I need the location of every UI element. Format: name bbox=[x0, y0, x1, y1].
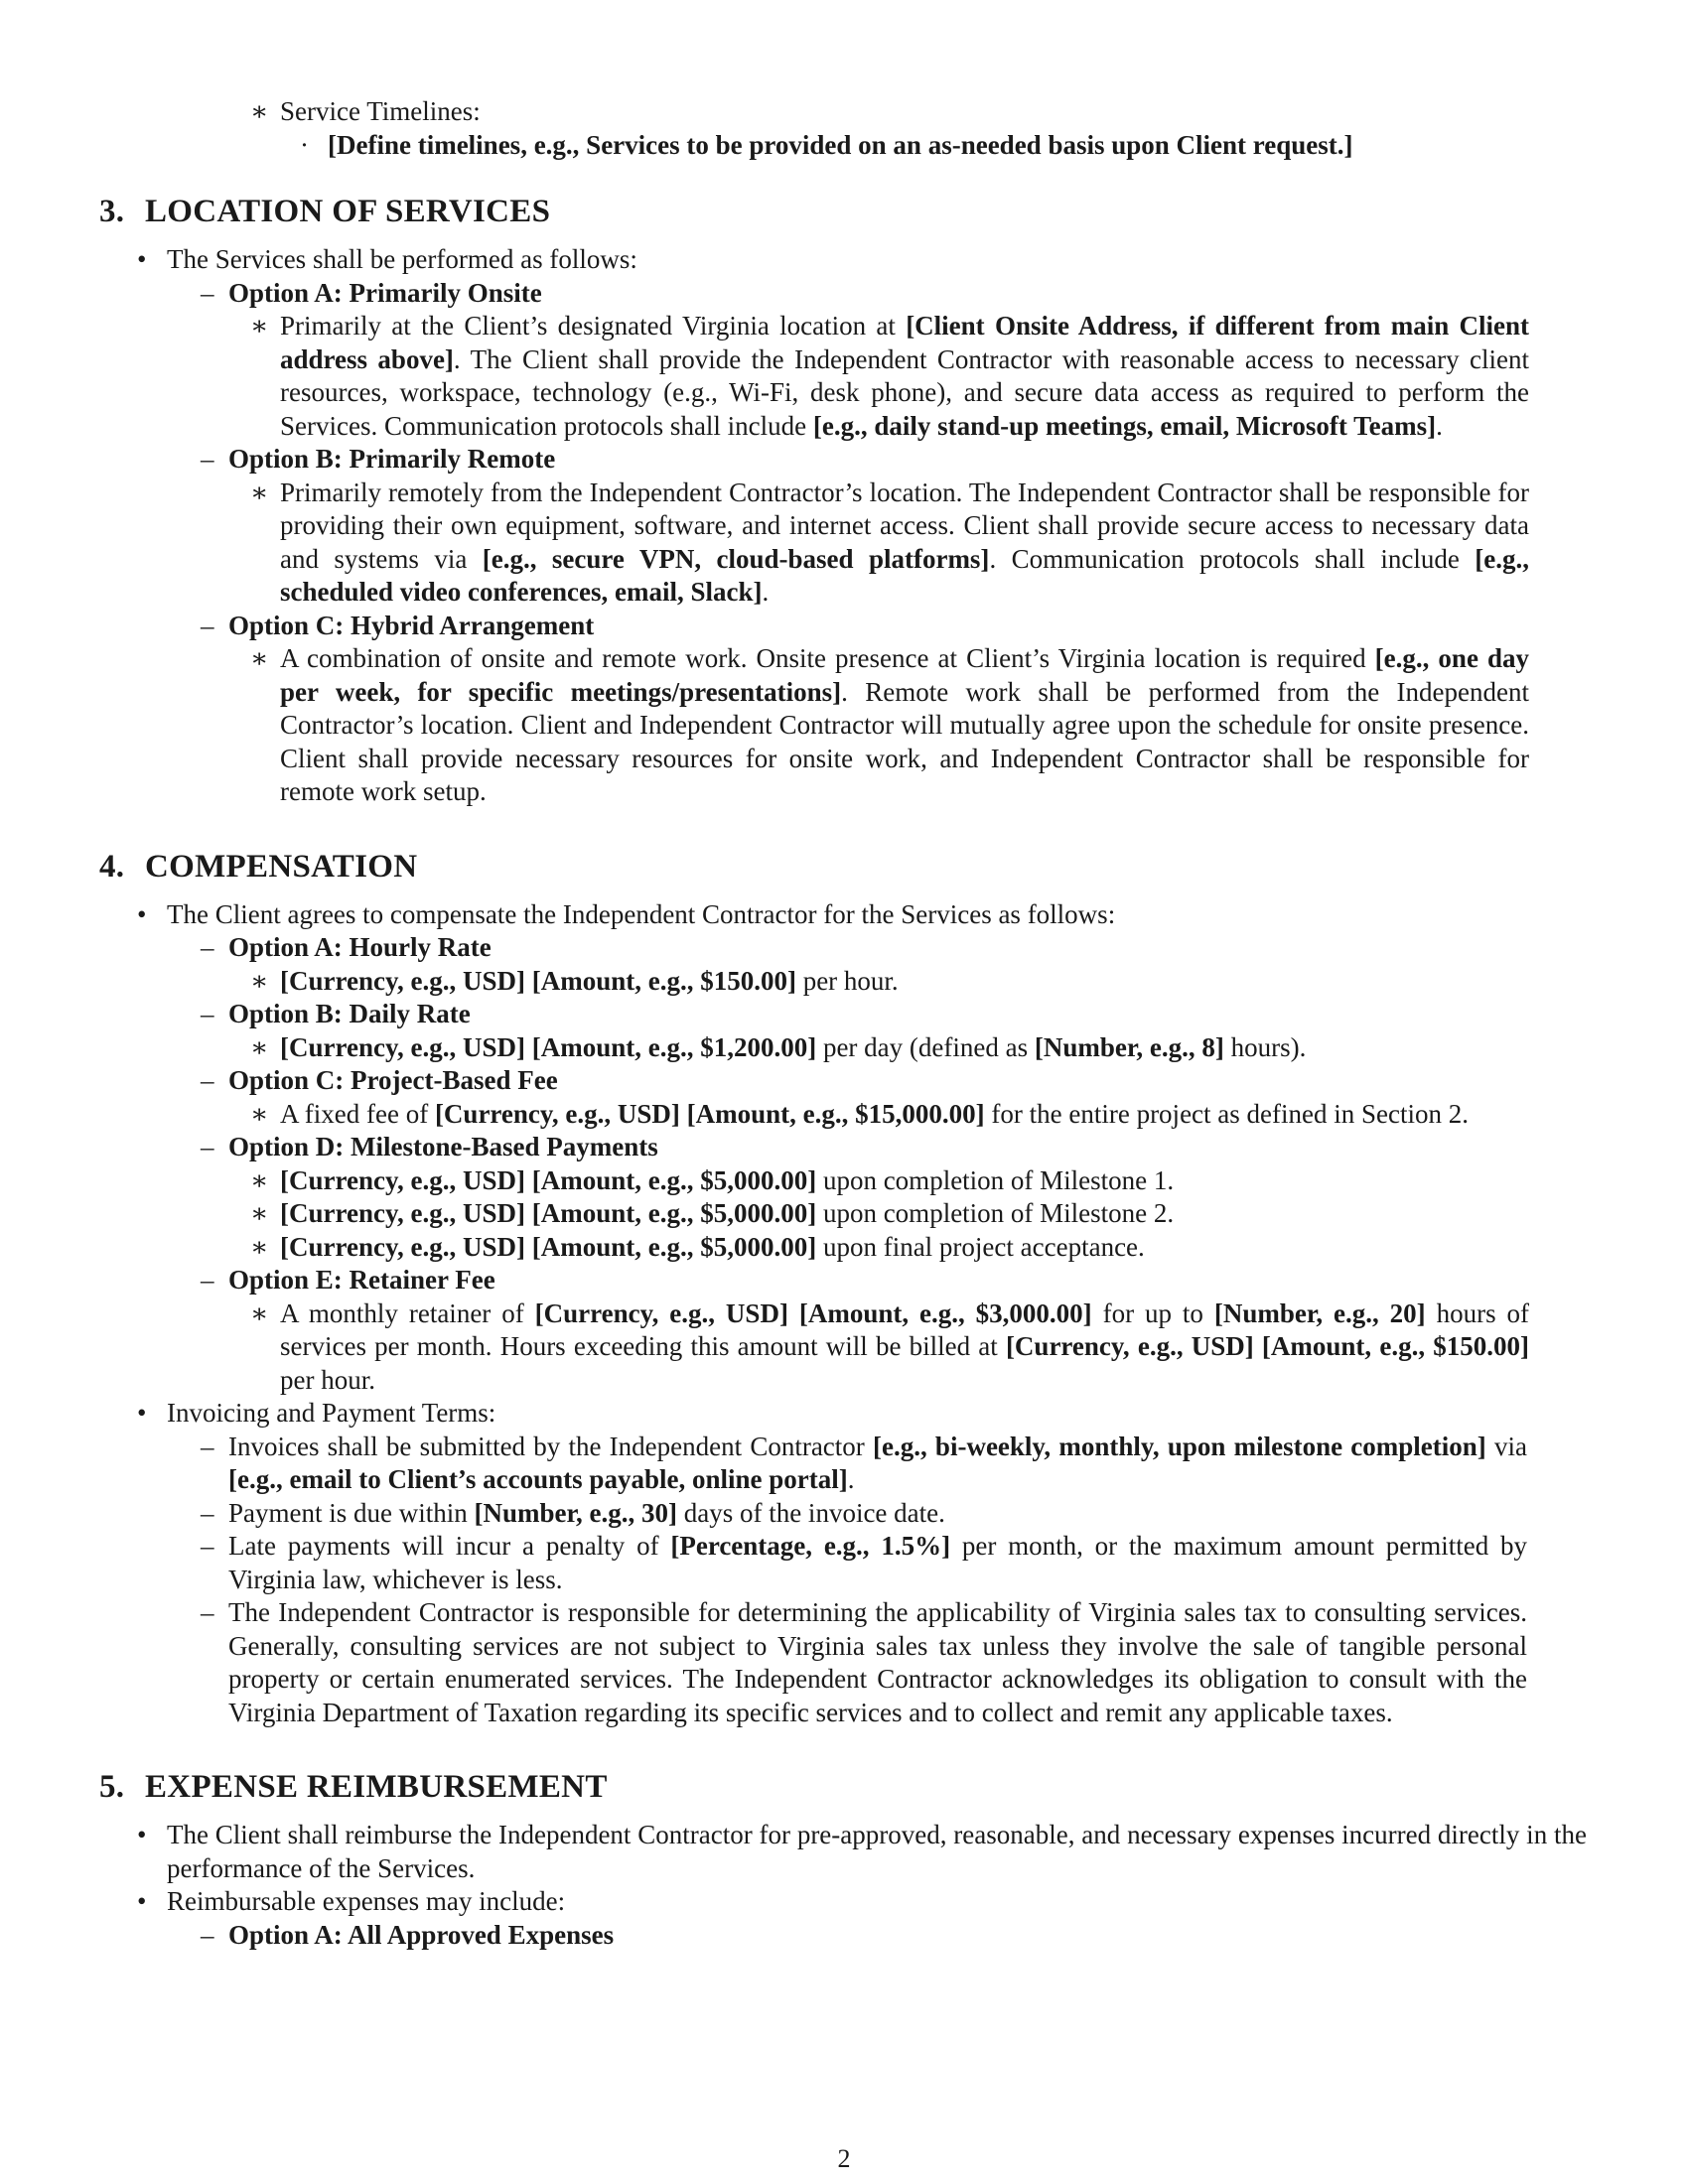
text: . Communication protocols shall include bbox=[989, 543, 1476, 574]
section-title: LOCATION OF SERVICES bbox=[145, 194, 551, 229]
text: Late payments will incur a penalty of bbox=[228, 1531, 671, 1561]
bullet-marker: • bbox=[137, 898, 147, 929]
placeholder: [e.g., email to Client’s accounts payable, online portal] bbox=[228, 1464, 848, 1494]
dash-marker: – bbox=[201, 610, 214, 640]
list-item bbox=[99, 642, 1529, 809]
text: for up to bbox=[1091, 1297, 1214, 1328]
list-item bbox=[99, 931, 1589, 965]
text: . The Client shall provide the Independent Contractor with reasonable access to necessary client resources, workspace, technology (e.g., Wi-Fi, desk phone), and secure data access as required to perform the Services. Communication protocols shall include bbox=[280, 343, 1529, 441]
timelines-label: Service Timelines: bbox=[280, 96, 481, 126]
text: A monthly retainer of bbox=[280, 1297, 535, 1328]
text: upon completion of Milestone 1. bbox=[816, 1164, 1175, 1195]
placeholder: [Amount, e.g., $15,000.00] bbox=[686, 1098, 985, 1129]
list-item bbox=[99, 1164, 1589, 1198]
list-item bbox=[99, 1819, 1587, 1885]
option-title: Option D: Milestone-Based Payments bbox=[228, 1132, 658, 1161]
option-title: Option A: All Approved Expenses bbox=[228, 1919, 615, 1950]
text: via bbox=[1485, 1431, 1527, 1461]
paragraph: The Client agrees to compensate the Independent Contractor for the Services as follows: bbox=[167, 898, 1116, 929]
list-item bbox=[99, 1431, 1527, 1497]
star-marker: ∗ bbox=[250, 96, 269, 126]
dash-marker: – bbox=[201, 1497, 214, 1528]
list-item bbox=[99, 1064, 1589, 1098]
star-marker: ∗ bbox=[250, 1297, 269, 1328]
placeholder: [Amount, e.g., $1,200.00] bbox=[531, 1031, 817, 1062]
dash-marker: – bbox=[201, 1132, 214, 1161]
text: Primarily remotely from the Independent Contractor’s location. The Independent Contractor shall be responsible for providing their own equipment, software, and internet access. Client shall provide secure access to necessary data and systems via bbox=[280, 477, 1529, 574]
list-item bbox=[99, 1596, 1527, 1729]
placeholder: [Amount, e.g., $150.00] bbox=[531, 965, 796, 996]
text: The Independent Contractor is responsible for determining the applicability of Virginia sales tax to consulting services. Generally, consulting services are not subject to Virginia sales tax unless they involve the sale of tangible personal property or certain enumerated services. The Independent Contractor acknowledges its obligation to consult with the Virginia Department of Taxation regarding its specific services and to collect and remit any applicable taxes. bbox=[228, 1597, 1527, 1727]
placeholder: [Amount, e.g., $3,000.00] bbox=[798, 1297, 1092, 1328]
section-number: 3. bbox=[99, 194, 125, 229]
bullet-marker: • bbox=[137, 1398, 147, 1428]
text: per hour. bbox=[280, 1364, 375, 1395]
placeholder: [Currency, e.g., USD] bbox=[280, 1198, 525, 1228]
list-item bbox=[99, 1131, 1589, 1164]
dash-marker: – bbox=[201, 1265, 214, 1295]
star-marker: ∗ bbox=[250, 477, 269, 507]
placeholder: [Currency, e.g., USD] bbox=[280, 1164, 525, 1195]
placeholder: [e.g., bi-weekly, monthly, upon milestone completion] bbox=[873, 1431, 1486, 1461]
text: A fixed fee of bbox=[280, 1098, 435, 1129]
list-item bbox=[99, 1264, 1589, 1297]
option-title: Option C: Project-Based Fee bbox=[228, 1065, 558, 1095]
list-item bbox=[99, 998, 1589, 1031]
star-marker: ∗ bbox=[250, 1198, 269, 1228]
list-item bbox=[99, 1197, 1589, 1231]
text: per hour. bbox=[795, 965, 899, 996]
text: per month, or the maximum amount permitted by Virginia law, whichever is less. bbox=[228, 1531, 1527, 1594]
list-item bbox=[99, 277, 1589, 311]
placeholder: [e.g., one day per week, for specific meetings/presentations] bbox=[280, 643, 1529, 707]
placeholder: [Client Onsite Address, if different from main Client address above] bbox=[280, 311, 1530, 374]
list-item bbox=[99, 1231, 1589, 1265]
text: . bbox=[762, 577, 770, 607]
dash-marker: – bbox=[201, 1919, 214, 1950]
list-item bbox=[99, 443, 1589, 477]
option-title: Option A: Primarily Onsite bbox=[228, 277, 542, 308]
star-marker: ∗ bbox=[250, 1164, 269, 1195]
dash-marker: – bbox=[201, 444, 214, 474]
list-item bbox=[99, 129, 1589, 163]
section-heading-4 bbox=[99, 847, 1589, 887]
placeholder: [Amount, e.g., $5,000.00] bbox=[531, 1231, 817, 1262]
list-item bbox=[99, 1885, 1589, 1919]
bullet-marker: • bbox=[137, 1820, 147, 1849]
placeholder: [e.g., secure VPN, cloud-based platforms] bbox=[482, 543, 990, 574]
section-number: 4. bbox=[99, 848, 125, 885]
placeholder: [Amount, e.g., $5,000.00] bbox=[531, 1198, 817, 1228]
placeholder: [Percentage, e.g., 1.5%] bbox=[670, 1531, 951, 1561]
list-item bbox=[99, 1297, 1529, 1398]
section-title: EXPENSE REIMBURSEMENT bbox=[145, 1769, 608, 1805]
star-marker: ∗ bbox=[250, 1231, 269, 1262]
text: hours). bbox=[1223, 1031, 1307, 1062]
placeholder: [Currency, e.g., USD] bbox=[280, 1231, 525, 1262]
list-item bbox=[99, 1098, 1529, 1132]
placeholder: [Currency, e.g., USD] bbox=[280, 965, 525, 996]
list-item bbox=[99, 1397, 1589, 1431]
placeholder: [Amount, e.g., $5,000.00] bbox=[531, 1164, 817, 1195]
text: hours of services per month. Hours exceeding this amount will be billed at bbox=[280, 1297, 1530, 1361]
list-item bbox=[99, 610, 1589, 643]
text: days of the invoice date. bbox=[676, 1497, 945, 1528]
dash-marker: – bbox=[201, 932, 214, 962]
text: Invoices shall be submitted by the Independent Contractor bbox=[228, 1431, 873, 1461]
text: upon final project acceptance. bbox=[816, 1231, 1145, 1262]
paragraph: The Services shall be performed as follows: bbox=[167, 244, 637, 274]
star-marker: ∗ bbox=[250, 965, 269, 996]
placeholder: [Number, e.g., 30] bbox=[474, 1497, 677, 1528]
section-heading-3 bbox=[99, 192, 1589, 231]
timelines-placeholder: [Define timelines, e.g., Services to be provided on an as-needed basis upon Client request.] bbox=[328, 129, 1353, 160]
option-title: Option E: Retainer Fee bbox=[228, 1265, 495, 1295]
placeholder: [Currency, e.g., USD] bbox=[280, 1031, 525, 1062]
option-title: Option C: Hybrid Arrangement bbox=[228, 610, 595, 640]
paragraph: The Client shall reimburse the Independent Contractor for pre-approved, reasonable, and necessary expenses incurred directly in the performance of the Services. bbox=[167, 1820, 1587, 1883]
dash-marker: – bbox=[201, 1431, 214, 1461]
option-title: Option B: Daily Rate bbox=[228, 999, 471, 1028]
list-item bbox=[99, 965, 1589, 999]
text: Primarily at the Client’s designated Virginia location at bbox=[280, 311, 907, 341]
text: . Remote work shall be performed from the Independent Contractor’s location. Client and Independent Contractor will mutually agree upon the schedule for onsite presence. Client shall provide necessary resources for onsite work, and Independent Contractor shall be responsible for remote work setup. bbox=[280, 676, 1529, 806]
placeholder: [e.g., daily stand-up meetings, email, Microsoft Teams] bbox=[812, 410, 1437, 441]
text: for the entire project as defined in Section 2. bbox=[984, 1098, 1469, 1129]
bullet-marker: • bbox=[137, 1886, 147, 1916]
section-number: 5. bbox=[99, 1769, 125, 1805]
placeholder: [Number, e.g., 20] bbox=[1213, 1297, 1426, 1328]
placeholder: [Currency, e.g., USD] bbox=[534, 1297, 788, 1328]
dash-marker: – bbox=[201, 1531, 214, 1561]
placeholder: [Currency, e.g., USD] bbox=[1005, 1331, 1254, 1361]
list-item bbox=[99, 310, 1529, 443]
placeholder: [Amount, e.g., $150.00] bbox=[1261, 1331, 1529, 1361]
dot-marker: · bbox=[300, 129, 309, 160]
text: per day (defined as bbox=[816, 1031, 1035, 1062]
list-item bbox=[99, 243, 1589, 277]
bullet-marker: • bbox=[137, 244, 147, 274]
dash-marker: – bbox=[201, 277, 214, 308]
list-item bbox=[99, 1031, 1589, 1065]
section-heading-5 bbox=[99, 1767, 1589, 1807]
dash-marker: – bbox=[201, 1597, 214, 1627]
list-item bbox=[99, 1919, 1589, 1953]
star-marker: ∗ bbox=[250, 311, 269, 341]
document-page bbox=[99, 95, 1589, 1952]
text: upon completion of Milestone 2. bbox=[816, 1198, 1175, 1228]
placeholder: [e.g., scheduled video conferences, email, Slack] bbox=[280, 543, 1529, 607]
page-number: 2 bbox=[837, 2144, 851, 2173]
placeholder: [Number, e.g., 8] bbox=[1034, 1031, 1224, 1062]
section-title: COMPENSATION bbox=[145, 848, 418, 885]
option-title: Option B: Primarily Remote bbox=[228, 444, 556, 474]
star-marker: ∗ bbox=[250, 1031, 269, 1062]
placeholder: [Currency, e.g., USD] bbox=[434, 1098, 680, 1129]
list-item bbox=[99, 1497, 1589, 1531]
paragraph: Invoicing and Payment Terms: bbox=[167, 1398, 496, 1428]
option-title: Option A: Hourly Rate bbox=[228, 932, 492, 962]
list-item bbox=[99, 95, 1589, 129]
text: . bbox=[847, 1464, 855, 1494]
text: A combination of onsite and remote work. Onsite presence at Client’s Virginia location is required bbox=[280, 643, 1375, 673]
list-item bbox=[99, 477, 1529, 610]
list-item bbox=[99, 1530, 1527, 1596]
dash-marker: – bbox=[201, 1065, 214, 1095]
list-item bbox=[99, 898, 1589, 932]
star-marker: ∗ bbox=[250, 643, 269, 673]
text: . bbox=[1436, 410, 1443, 441]
text: Payment is due within bbox=[228, 1497, 475, 1528]
dash-marker: – bbox=[201, 999, 214, 1028]
star-marker: ∗ bbox=[250, 1098, 269, 1129]
paragraph: Reimbursable expenses may include: bbox=[167, 1886, 566, 1916]
